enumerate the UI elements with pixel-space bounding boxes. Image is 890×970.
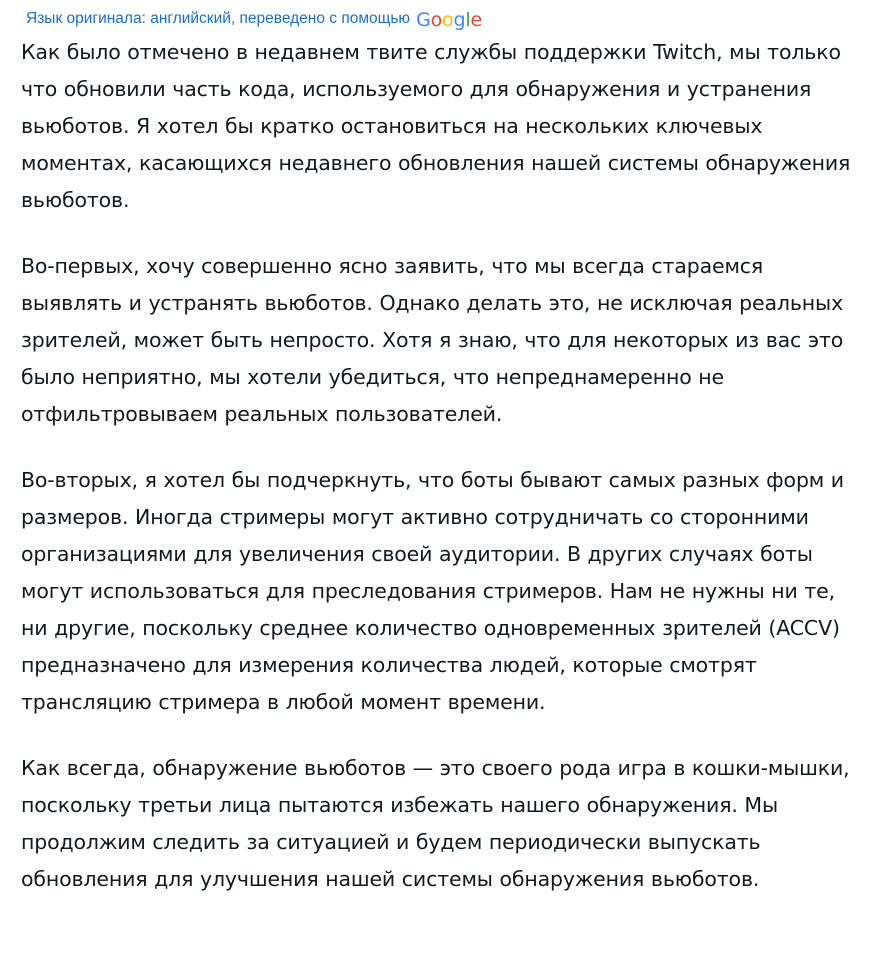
google-logo-letter-o2: o (442, 8, 454, 31)
article-paragraph: Как всегда, обнаружение вьюботов — это своего рода игра в кошки-мышки, поскольку третьи лица пытаются избежать нашего обнаружения. Мы продолжим следить за ситуацией и будем периодически выпускать обновления для улучшения нашей системы обнаружения вьюботов. (21, 756, 850, 891)
translation-notice-text: Язык оригинала: английский, переведено с помощью (26, 10, 411, 27)
google-logo (416, 8, 482, 31)
google-logo-letter-e: e (470, 8, 482, 31)
article-body (20, 34, 864, 898)
google-logo-letter-g2: g (453, 8, 466, 31)
article-paragraph: Как было отмечено в недавнем твите службы поддержки Twitch, мы только что обновили часть кода, используемого для обнаружения и устранения вьюботов. Я хотел бы кратко остановиться на нескольких ключевых моментах, касающихся недавнего обновления нашей системы обнаружения вьюботов. (21, 40, 851, 212)
google-logo-letter-l: l (465, 8, 471, 31)
google-logo-letter-o1: o (430, 8, 443, 31)
article-paragraph: Во-первых, хочу совершенно ясно заявить, что мы всегда стараемся выявлять и устранять вьюботов. Однако делать это, не исключая реальных зрителей, может быть непросто. Хотя я знаю, что для некоторых из вас это было неприятно, мы хотели убедиться, что непреднамеренно не отфильтровываем реальных пользователей. (21, 254, 844, 426)
google-logo-letter-g: G (416, 8, 431, 31)
translation-notice (20, 6, 864, 29)
article-paragraph: Во-вторых, я хотел бы подчеркнуть, что боты бывают самых разных форм и размеров. Иногда стримеры могут активно сотрудничать со сторонними организациями для увеличения своей аудитории. В других случаях боты могут использоваться для преследования стримеров. Нам не нужны ни те, ни другие, поскольку среднее количество одновременных зрителей (ACCV) предназначено для измерения количества людей, которые смотрят трансляцию стримера в любой момент времени. (21, 468, 844, 714)
